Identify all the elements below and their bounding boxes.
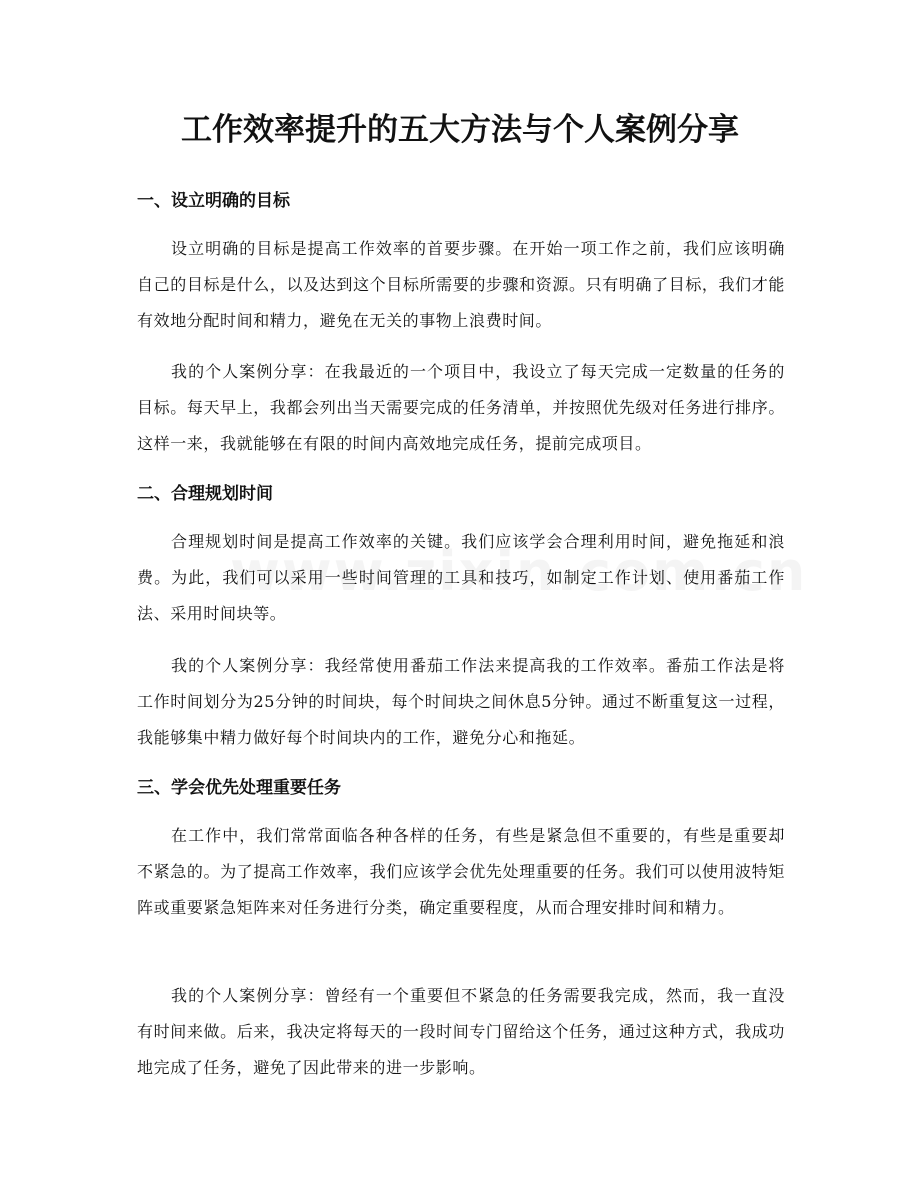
section-heading-2: 二、合理规划时间 — [137, 484, 273, 504]
section-3-paragraph-1: 在工作中，我们常常面临各种各样的任务，有些是紧急但不重要的，有些是重要却不紧急的。为了提高工作效率，我们应该学会优先处理重要的任务。我们可以使用波特矩阵或重要紧急矩阵来对任务进行分类，确定重要程度，从而合理安排时间和精力。 — [137, 826, 785, 917]
section-1-paragraph-2: 我的个人案例分享：在我最近的一个项目中，我设立了每天完成一定数量的任务的目标。每天早上，我都会列出当天需要完成的任务清单，并按照优先级对任务进行排序。这样一来，我就能够在有限的时间内高效地完成任务，提前完成项目。 — [137, 362, 785, 453]
page-title: 工作效率提升的五大方法与个人案例分享 — [181, 112, 739, 148]
section-heading-3: 三、学会优先处理重要任务 — [137, 778, 341, 798]
section-heading-1: 一、设立明确的目标 — [137, 191, 290, 211]
section-1-paragraph-1: 设立明确的目标是提高工作效率的首要步骤。在开始一项工作之前，我们应该明确自己的目标是什么，以及达到这个目标所需要的步骤和资源。只有明确了目标，我们才能有效地分配时间和精力，避免在无关的事物上浪费时间。 — [137, 239, 785, 330]
section-2-paragraph-1: 合理规划时间是提高工作效率的关键。我们应该学会合理利用时间，避免拖延和浪费。为此，我们可以采用一些时间管理的工具和技巧，如制定工作计划、使用番茄工作法、采用时间块等。 — [137, 532, 785, 623]
section-2-paragraph-2: 我的个人案例分享：我经常使用番茄工作法来提高我的工作效率。番茄工作法是将工作时间划分为25分钟的时间块，每个时间块之间休息5分钟。通过不断重复这一过程，我能够集中精力做好每个时间块内的工作，避免分心和拖延。 — [137, 656, 785, 747]
section-3-paragraph-2: 我的个人案例分享：曾经有一个重要但不紧急的任务需要我完成，然而，我一直没有时间来做。后来，我决定将每天的一段时间专门留给这个任务，通过这种方式，我成功地完成了任务，避免了因此带来的进一步影响。 — [137, 986, 785, 1077]
